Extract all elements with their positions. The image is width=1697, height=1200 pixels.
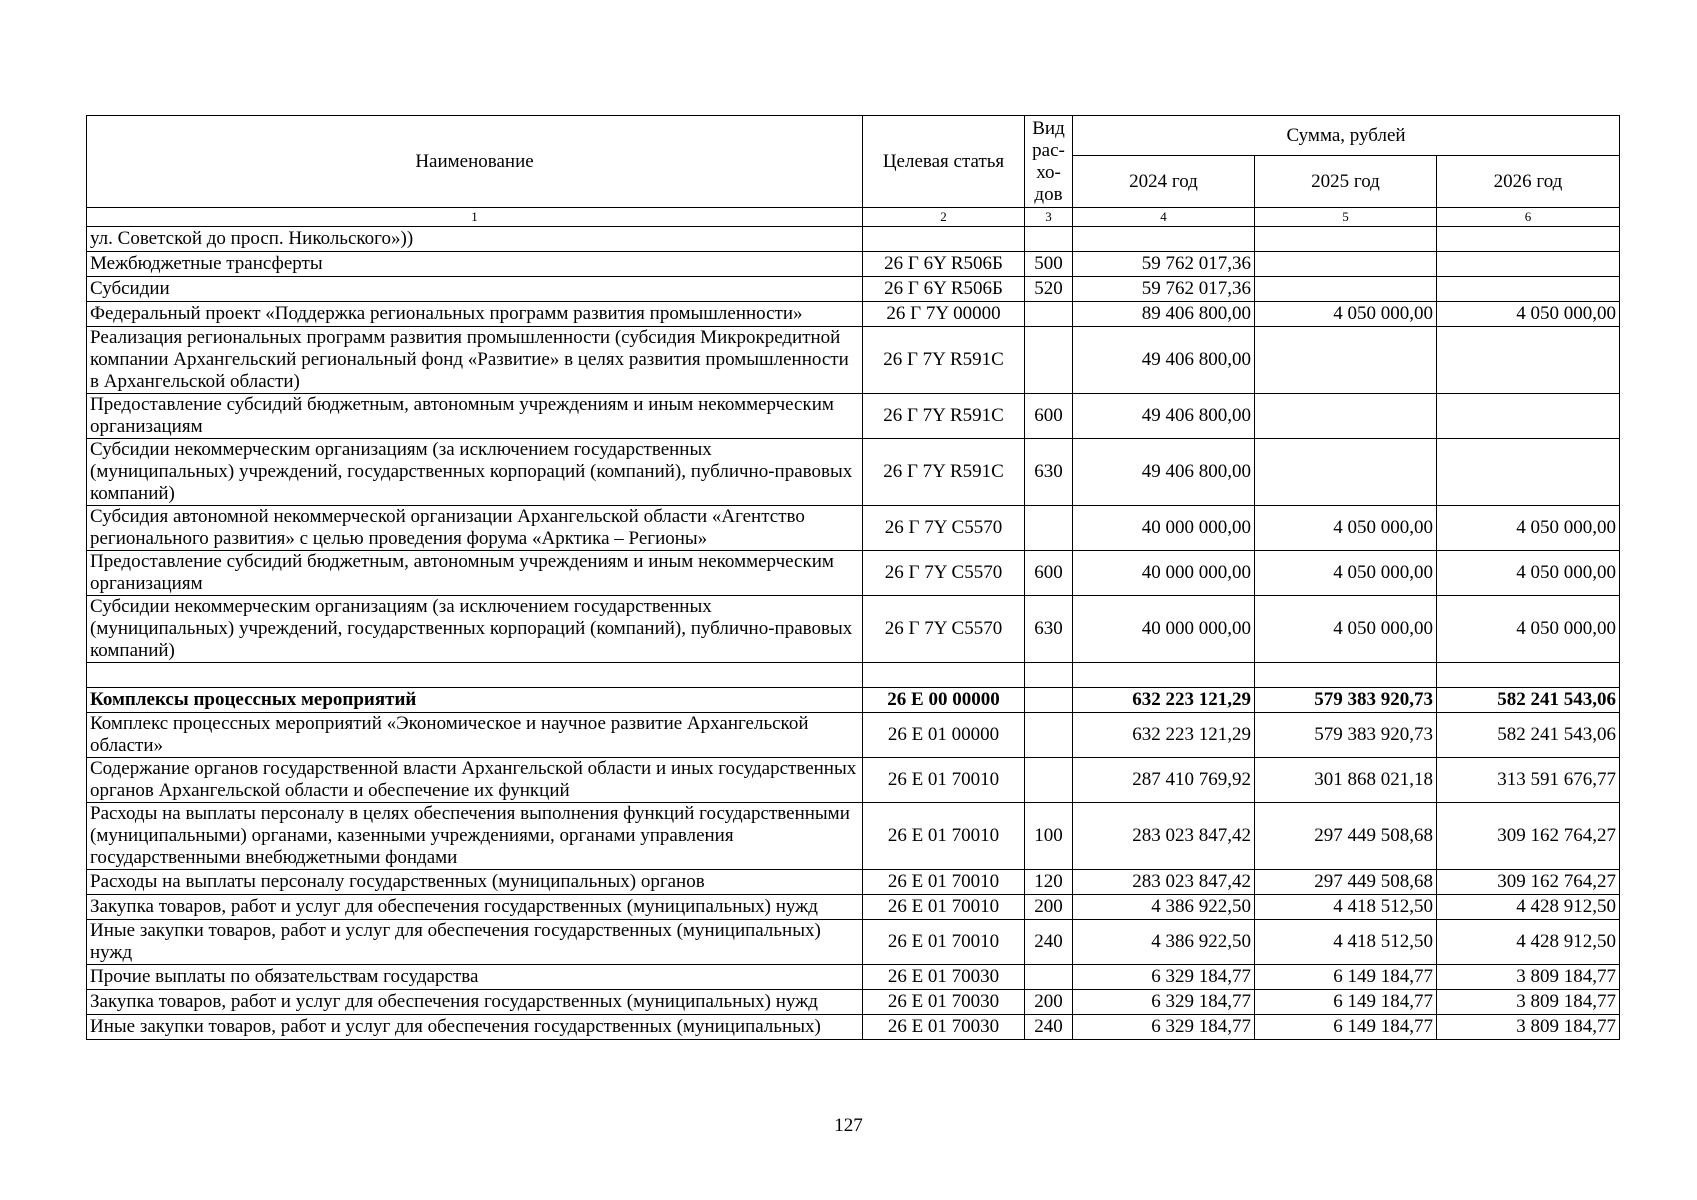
row-expense-type [1025, 713, 1073, 758]
row-expense-type: 100 [1025, 803, 1073, 870]
row-amount-2025: 579 383 920,73 [1255, 688, 1437, 713]
row-name: Комплексы процессных мероприятий [87, 688, 863, 713]
header-target-article: Целевая статья [863, 116, 1025, 208]
table-row [87, 895, 1620, 920]
row-amount-2024: 287 410 769,92 [1073, 758, 1255, 803]
header-sum-title: Сумма, рублей [1073, 116, 1620, 156]
row-expense-type: 240 [1025, 1015, 1073, 1040]
row-target-article: 26 Г 7Y 00000 [863, 302, 1025, 327]
row-name: Иные закупки товаров, работ и услуг для обеспечения государственных (муниципальных) [87, 1015, 863, 1040]
row-expense-type: 120 [1025, 870, 1073, 895]
row-name: Субсидии некоммерческим организациям (за исключением государственных (муниципальных) учреждений, государственных корпораций (компаний), публично-правовых компаний) [87, 596, 863, 663]
row-expense-type: 200 [1025, 990, 1073, 1015]
row-amount-2024: 59 762 017,36 [1073, 252, 1255, 277]
row-name: Расходы на выплаты персоналу государственных (муниципальных) органов [87, 870, 863, 895]
row-expense-type [1025, 506, 1073, 551]
row-amount-2025 [1255, 252, 1437, 277]
row-target-article: 26 Е 00 00000 [863, 688, 1025, 713]
row-expense-type: 600 [1025, 551, 1073, 596]
row-amount-2026: 3 809 184,77 [1437, 1015, 1620, 1040]
column-number: 6 [1437, 208, 1620, 227]
row-target-article: 26 Е 01 70030 [863, 965, 1025, 990]
header-name: Наименование [87, 116, 863, 208]
table-row [87, 252, 1620, 277]
row-name: Закупка товаров, работ и услуг для обеспечения государственных (муниципальных) нужд [87, 990, 863, 1015]
row-amount-2025: 4 050 000,00 [1255, 551, 1437, 596]
row-target-article: 26 Е 01 00000 [863, 713, 1025, 758]
table-row [87, 965, 1620, 990]
row-amount-2026: 309 162 764,27 [1437, 803, 1620, 870]
row-amount-2026: 309 162 764,27 [1437, 870, 1620, 895]
row-amount-2026 [1437, 252, 1620, 277]
row-amount-2025: 6 149 184,77 [1255, 990, 1437, 1015]
row-name: Прочие выплаты по обязательствам государства [87, 965, 863, 990]
row-amount-2024: 632 223 121,29 [1073, 713, 1255, 758]
row-amount-2024: 632 223 121,29 [1073, 688, 1255, 713]
row-target-article: 26 Е 01 70010 [863, 920, 1025, 965]
row-amount-2024: 4 386 922,50 [1073, 895, 1255, 920]
row-amount-2026: 3 809 184,77 [1437, 990, 1620, 1015]
row-target-article: 26 Г 6Y R506Б [863, 252, 1025, 277]
row-amount-2026 [1437, 277, 1620, 302]
row-name: Федеральный проект «Поддержка региональных программ развития промышленности» [87, 302, 863, 327]
row-amount-2024: 283 023 847,42 [1073, 803, 1255, 870]
row-amount-2026: 582 241 543,06 [1437, 713, 1620, 758]
row-expense-type [1025, 965, 1073, 990]
row-amount-2024: 6 329 184,77 [1073, 1015, 1255, 1040]
row-name: Предоставление субсидий бюджетным, автономным учреждениям и иным некоммерческим организациям [87, 551, 863, 596]
row-target-article: 26 Е 01 70030 [863, 990, 1025, 1015]
row-expense-type [1025, 327, 1073, 394]
row-name: Расходы на выплаты персоналу в целях обеспечения выполнения функций государственными (муниципальными) органами, казенными учреждениями, органами управления государственными внебюджетными фондами [87, 803, 863, 870]
row-amount-2026 [1437, 227, 1620, 252]
row-name: Комплекс процессных мероприятий «Экономическое и научное развитие Архангельской области» [87, 713, 863, 758]
row-expense-type [1025, 663, 1073, 688]
row-target-article: 26 Е 01 70010 [863, 895, 1025, 920]
row-amount-2025 [1255, 327, 1437, 394]
row-amount-2024: 40 000 000,00 [1073, 506, 1255, 551]
row-expense-type [1025, 227, 1073, 252]
table-row [87, 1015, 1620, 1040]
row-name: ул. Советской до просп. Никольского»)) [87, 227, 863, 252]
table-row [87, 758, 1620, 803]
table-row [87, 302, 1620, 327]
row-amount-2025 [1255, 277, 1437, 302]
row-amount-2026: 4 050 000,00 [1437, 551, 1620, 596]
table-row [87, 394, 1620, 439]
table-row [87, 663, 1620, 688]
table-row [87, 713, 1620, 758]
row-amount-2025: 4 418 512,50 [1255, 895, 1437, 920]
row-amount-2025: 297 449 508,68 [1255, 803, 1437, 870]
row-amount-2024: 40 000 000,00 [1073, 551, 1255, 596]
row-target-article: 26 Г 7Y C5570 [863, 551, 1025, 596]
table-row [87, 688, 1620, 713]
row-amount-2026: 4 428 912,50 [1437, 895, 1620, 920]
row-name: Субсидии некоммерческим организациям (за исключением государственных (муниципальных) учреждений, государственных корпораций (компаний), публично-правовых компаний) [87, 439, 863, 506]
row-name: Субсидия автономной некоммерческой организации Архангельской области «Агентство регионального развития» с целью проведения форума «Арктика – Регионы» [87, 506, 863, 551]
row-amount-2024: 49 406 800,00 [1073, 327, 1255, 394]
row-expense-type: 200 [1025, 895, 1073, 920]
table-row [87, 596, 1620, 663]
row-amount-2026: 4 050 000,00 [1437, 302, 1620, 327]
table-row [87, 803, 1620, 870]
row-name: Субсидии [87, 277, 863, 302]
row-expense-type: 520 [1025, 277, 1073, 302]
row-amount-2026 [1437, 327, 1620, 394]
row-name: Иные закупки товаров, работ и услуг для обеспечения государственных (муниципальных) нужд [87, 920, 863, 965]
row-amount-2026: 313 591 676,77 [1437, 758, 1620, 803]
column-number: 1 [87, 208, 863, 227]
row-target-article: 26 Г 6Y R506Б [863, 277, 1025, 302]
column-number: 5 [1255, 208, 1437, 227]
row-amount-2024: 49 406 800,00 [1073, 394, 1255, 439]
row-amount-2026 [1437, 439, 1620, 506]
row-amount-2024: 59 762 017,36 [1073, 277, 1255, 302]
row-target-article: 26 Е 01 70030 [863, 1015, 1025, 1040]
header-year-2026: 2026 год [1437, 156, 1620, 208]
row-target-article: 26 Е 01 70010 [863, 803, 1025, 870]
row-name [87, 663, 863, 688]
row-target-article: 26 Г 7Y C5570 [863, 596, 1025, 663]
column-number: 4 [1073, 208, 1255, 227]
row-expense-type: 500 [1025, 252, 1073, 277]
row-amount-2024: 6 329 184,77 [1073, 965, 1255, 990]
table-row [87, 990, 1620, 1015]
row-expense-type: 240 [1025, 920, 1073, 965]
row-amount-2024: 283 023 847,42 [1073, 870, 1255, 895]
row-amount-2025: 301 868 021,18 [1255, 758, 1437, 803]
row-target-article: 26 Г 7Y R591C [863, 394, 1025, 439]
page-number: 127 [834, 1115, 863, 1136]
row-target-article: 26 Г 7Y R591C [863, 439, 1025, 506]
row-amount-2026: 582 241 543,06 [1437, 688, 1620, 713]
row-expense-type: 630 [1025, 439, 1073, 506]
row-name: Содержание органов государственной власти Архангельской области и иных государственных органов Архангельской области и обеспечение их функций [87, 758, 863, 803]
table-row [87, 439, 1620, 506]
row-name: Реализация региональных программ развития промышленности (субсидия Микрокредитной компании Архангельский региональный фонд «Развитие» в целях развития промышленности в Архангельской области) [87, 327, 863, 394]
column-number-row [87, 208, 1620, 227]
table-row [87, 870, 1620, 895]
row-amount-2026: 4 050 000,00 [1437, 596, 1620, 663]
row-amount-2024: 4 386 922,50 [1073, 920, 1255, 965]
row-amount-2024: 6 329 184,77 [1073, 990, 1255, 1015]
table-body [87, 227, 1620, 1040]
row-target-article: 26 Г 7Y R591C [863, 327, 1025, 394]
row-expense-type: 630 [1025, 596, 1073, 663]
row-expense-type [1025, 688, 1073, 713]
row-expense-type [1025, 302, 1073, 327]
row-amount-2025: 4 418 512,50 [1255, 920, 1437, 965]
header-year-2025: 2025 год [1255, 156, 1437, 208]
header-expense-type: Вид рас-хо-дов [1025, 116, 1073, 208]
row-amount-2025: 297 449 508,68 [1255, 870, 1437, 895]
row-name: Предоставление субсидий бюджетным, автономным учреждениям и иным некоммерческим организациям [87, 394, 863, 439]
table-row [87, 227, 1620, 252]
table-row [87, 920, 1620, 965]
row-target-article [863, 663, 1025, 688]
row-expense-type [1025, 758, 1073, 803]
row-amount-2026 [1437, 663, 1620, 688]
column-number: 2 [863, 208, 1025, 227]
row-amount-2025: 6 149 184,77 [1255, 1015, 1437, 1040]
row-amount-2025: 6 149 184,77 [1255, 965, 1437, 990]
row-amount-2025 [1255, 394, 1437, 439]
row-amount-2024: 49 406 800,00 [1073, 439, 1255, 506]
row-amount-2024: 40 000 000,00 [1073, 596, 1255, 663]
row-expense-type: 600 [1025, 394, 1073, 439]
row-amount-2025: 4 050 000,00 [1255, 506, 1437, 551]
row-name: Межбюджетные трансферты [87, 252, 863, 277]
table-row [87, 506, 1620, 551]
row-name: Закупка товаров, работ и услуг для обеспечения государственных (муниципальных) нужд [87, 895, 863, 920]
row-amount-2026: 4 428 912,50 [1437, 920, 1620, 965]
row-amount-2025: 579 383 920,73 [1255, 713, 1437, 758]
table-row [87, 551, 1620, 596]
column-number: 3 [1025, 208, 1073, 227]
row-amount-2025: 4 050 000,00 [1255, 596, 1437, 663]
row-target-article: 26 Е 01 70010 [863, 870, 1025, 895]
table-row [87, 277, 1620, 302]
header-year-2024: 2024 год [1073, 156, 1255, 208]
row-amount-2026: 3 809 184,77 [1437, 965, 1620, 990]
row-target-article: 26 Е 01 70010 [863, 758, 1025, 803]
row-amount-2025 [1255, 227, 1437, 252]
budget-table [86, 115, 1620, 1040]
row-amount-2025 [1255, 663, 1437, 688]
row-amount-2026 [1437, 394, 1620, 439]
row-amount-2025 [1255, 439, 1437, 506]
row-amount-2025: 4 050 000,00 [1255, 302, 1437, 327]
row-target-article: 26 Г 7Y C5570 [863, 506, 1025, 551]
row-amount-2024 [1073, 663, 1255, 688]
table-row [87, 327, 1620, 394]
row-amount-2024 [1073, 227, 1255, 252]
row-amount-2026: 4 050 000,00 [1437, 506, 1620, 551]
row-target-article [863, 227, 1025, 252]
row-amount-2024: 89 406 800,00 [1073, 302, 1255, 327]
